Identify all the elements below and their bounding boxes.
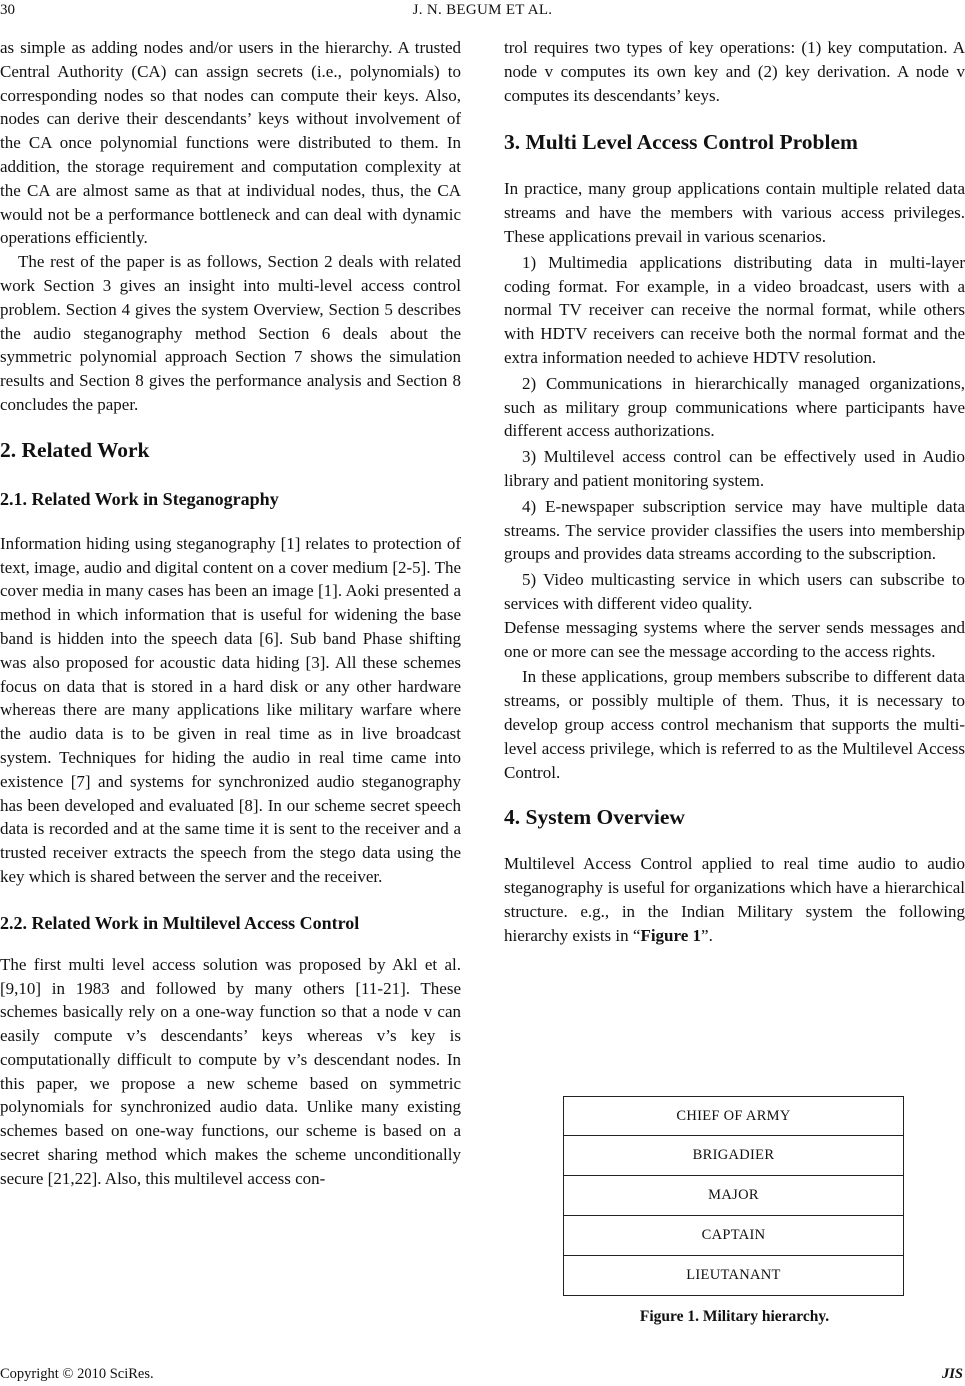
paragraph-problem-intro: In practice, many group applications contain multiple related data streams and have the members with various access privileges. These applications prevail in various scenarios. <box>504 179 965 246</box>
list-item-multimedia: 1) Multimedia applications distributing data in multi-layer coding format. For example, in a video broadcast, users with a normal TV receiver can receive the normal format, while others with HDTV receivers can receive both the normal format and the extra information needed to achieve HDTV resolution. <box>504 252 965 367</box>
paragraph-paper-outline: The rest of the paper is as follows, Section 2 deals with related work Section 3 gives an insight into multi-level access control problem. Section 4 gives the system Overview, Section 5 describes the audio steganography method Section 6 deals about the symmetric polynomial approach Section 7 shows the simulation results and Section 8 gives the performance analysis and Section 8 concludes the paper. <box>0 252 461 414</box>
list-item-communications: 2) Communications in hierarchically managed organizations, such as military group communications where participants have different access authorizations. <box>504 373 965 441</box>
military-hierarchy-figure <box>563 1096 904 1296</box>
rank-box-lieutenant: LIEUTANANT <box>563 1256 904 1296</box>
section-heading-related-work: 2. Related Work <box>0 437 150 462</box>
overview-text-start: Multilevel Access Control applied to real time audio to audio steganography is useful for organizations which have a hierarchical structure. e.g., in the Indian Military system the following hierarchy exists in “ <box>504 854 965 945</box>
paragraph-system-overview <box>504 852 965 947</box>
overview-text-end: ”. <box>701 925 713 945</box>
running-head: J. N. BEGUM ET AL. <box>412 2 553 18</box>
rank-box-brigadier: BRIGADIER <box>563 1136 904 1176</box>
figure-caption: Figure 1. Military hierarchy. <box>639 1308 830 1325</box>
paragraph-key-operations: trol requires two types of key operations: (1) key computation. A node v computes its own key and (2) key derivation. A node v computes its descendants’ keys. <box>504 38 965 105</box>
right-column <box>504 36 965 948</box>
page-number: 30 <box>0 2 15 18</box>
paragraph-steganography: Information hiding using steganography [1] relates to protection of text, image, audio and digital content on a cover medium [2-5]. The cover media in many cases has been an image [1]. Aoki presented a method in which information that is useful for widening the base band is hidden into the speech data [6]. Sub band Phase shifting was also proposed for acoustic data hiding [3]. All these schemes focus on data that is stored in a hard disk or any other hardware whereas there are many applications like military warfare where the audio data is to be given in real time as in live broadcast system. Techniques for hiding the audio in real time came into existence [7] and systems for synchronized audio steganography has been developed and evaluated [8]. In our scheme secret speech data is recorded and at the same time it is sent to the receiver and a trusted receiver extracts the speech from the stego data using the key which is shared between the server and the receiver. <box>0 533 461 886</box>
subsection-heading-steganography: 2.1. Related Work in Steganography <box>0 488 279 509</box>
list-item-e-newspaper: 4) E-newspaper subscription service may have multiple data streams. The service provider classifies the users into membership groups and provides data streams according to the subscription. <box>504 496 965 564</box>
section-heading-system-overview: 4. System Overview <box>504 805 685 830</box>
section-heading-multi-level-problem: 3. Multi Level Access Control Problem <box>504 130 858 155</box>
list-item-audio-library: 3) Multilevel access control can be effectively used in Audio library and patient monitoring system. <box>504 447 965 490</box>
rank-box-captain: CAPTAIN <box>563 1216 904 1256</box>
paragraph-multilevel-access: The first multi level access solution was proposed by Akl et al. [9,10] in 1983 and followed by many others [11-21]. These schemes basically rely on a one-way function so that a node v can easily compute v’s descendants’ keys whereas v’s key is computationally difficult to compute by v’s descendant nodes. In this paper, we propose a new scheme based on symmetric polynomials for synchronized audio data. Unlike many existing schemes based on one-way functions, our scheme is based on a secret sharing method which makes the scheme unconditionally secure [21,22]. Also, this multilevel access con- <box>0 954 461 1188</box>
list-item-video-multicasting: 5) Video multicasting service in which users can subscribe to services with different video quality. <box>504 570 965 613</box>
paragraph-defense-messaging: Defense messaging systems where the server sends messages and one or more can see the message according to the access rights. <box>504 617 965 661</box>
figure-reference-link[interactable]: Figure 1 <box>640 925 702 945</box>
page-header <box>0 0 965 28</box>
left-column <box>0 36 461 1191</box>
footer-journal: JIS <box>942 1366 963 1382</box>
rank-box-chief-of-army: CHIEF OF ARMY <box>563 1096 904 1136</box>
footer-copyright: Copyright © 2010 SciRes. <box>0 1366 154 1382</box>
paragraph-access-mechanism: In these applications, group members subscribe to different data streams, or possibly multiple of them. Thus, it is necessary to develop group access control mechanism that supports the multi-level access privilege, which is referred to as the Multilevel Access Control. <box>504 667 965 782</box>
paragraph-intro-continued: as simple as adding nodes and/or users in the hierarchy. A trusted Central Authority (CA) can assign secrets (i.e., polynomials) to corresponding nodes so that nodes can compute their keys. Also, nodes can derive their descendants’ keys without involvement of the CA once polynomial functions were distributed to them. In addition, the storage requirement and computation complexity at the CA are almost same as that at individual nodes, thus, the CA would not be a performance bottleneck and can deal with dynamic operations efficiently. <box>0 38 461 248</box>
rank-box-major: MAJOR <box>563 1176 904 1216</box>
subsection-heading-multilevel-access: 2.2. Related Work in Multilevel Access Control <box>0 912 360 933</box>
